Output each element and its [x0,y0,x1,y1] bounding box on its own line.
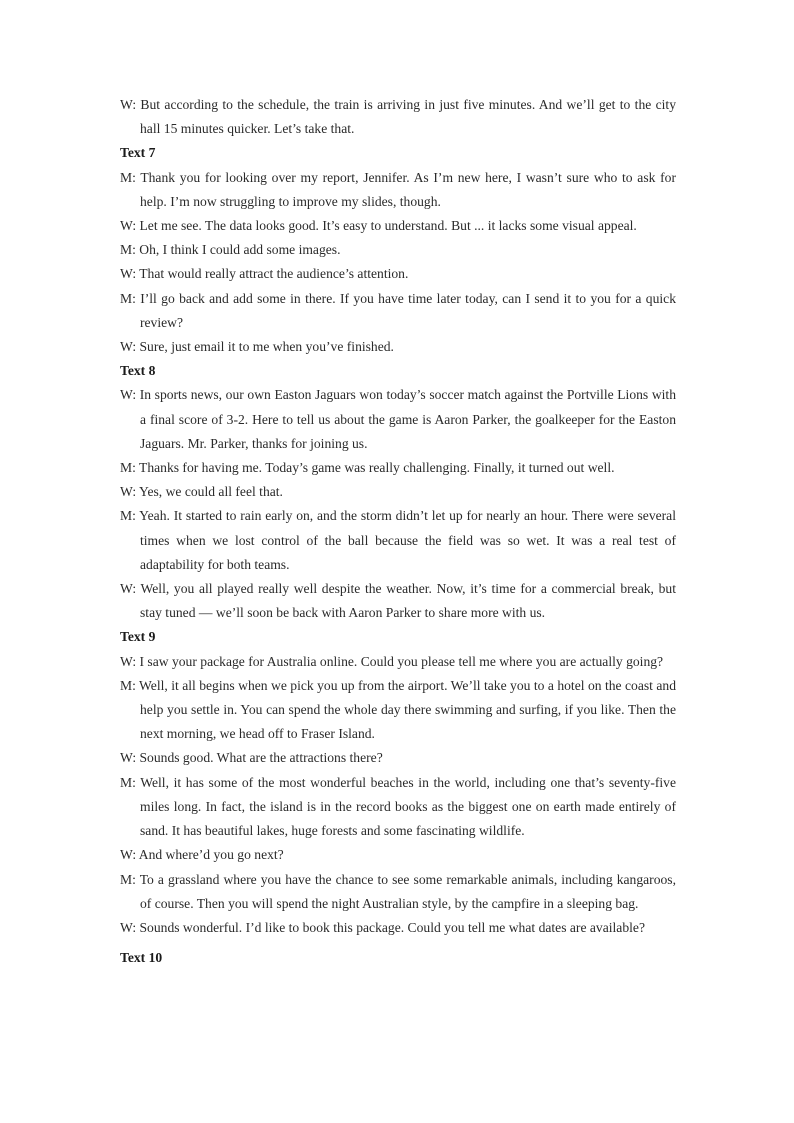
dialogue-line: W: Sounds good. What are the attractions there? [120,750,383,766]
dialogue-line: W: That would really attract the audience’s attention. [120,266,409,282]
dialogue-line: M: Well, it has some of the most wonderful beaches in the world, including one that’s seventy-five miles long. In fact, the island is in the record books as the biggest one on earth made entirely of sand. It has beautiful lakes, huge forests and some fascinating wildlife. [120,774,676,839]
section-heading: Text 10 [120,950,163,966]
dialogue-line: M: Well, it all begins when we pick you up from the airport. We’ll take you to a hotel on the coast and help you settle in. You can spend the whole day there swimming and surfing, if you like. Then the next morning, we head off to Fraser Island. [120,677,676,742]
dialogue-line: W: And where’d you go next? [120,847,284,863]
dialogue-line: M: To a grassland where you have the chance to see some remarkable animals, including kangaroos, of course. Then you will spend the night Australian style, by the campfire in a sleeping bag. [120,871,676,911]
dialogue-line: W: I saw your package for Australia online. Could you please tell me where you are actually going? [120,653,664,669]
transcript-page [120,93,676,970]
dialogue-line: M: Yeah. It started to rain early on, and the storm didn’t let up for nearly an hour. There were several times when we lost control of the ball because the field was so wet. It was a real test of adaptability for both teams. [120,508,676,572]
section-heading: Text 8 [120,363,156,379]
dialogue-line: W: Yes, we could all feel that. [120,484,283,500]
dialogue-line: W: In sports news, our own Easton Jaguars won today’s soccer match against the Portville Lions with a final score of 3-2. Here to tell us about the game is Aaron Parker, the goalkeeper for the Easton Jaguars. Mr. Parker, thanks for joining us. [120,387,676,451]
section-heading: Text 9 [120,629,156,645]
dialogue-line: W: Sure, just email it to me when you’ve finished. [120,339,394,355]
dialogue-line: M: I’ll go back and add some in there. If you have time later today, can I send it to you for a quick review? [120,290,676,330]
dialogue-line: M: Thanks for having me. Today’s game was really challenging. Finally, it turned out well. [120,460,615,476]
dialogue-line: M: Oh, I think I could add some images. [120,242,341,258]
dialogue-line: M: Thank you for looking over my report, Jennifer. As I’m new here, I wasn’t sure who to ask for help. I’m now struggling to improve my slides, though. [120,169,676,209]
dialogue-line: W: Sounds wonderful. I’d like to book this package. Could you tell me what dates are available? [120,919,645,935]
dialogue-line: W: Well, you all played really well despite the weather. Now, it’s time for a commercial break, but stay tuned — we’ll soon be back with Aaron Parker to share more with us. [120,581,676,621]
dialogue-line: W: But according to the schedule, the train is arriving in just five minutes. And we’ll get to the city hall 15 minutes quicker. Let’s take that. [120,97,676,137]
dialogue-line: W: Let me see. The data looks good. It’s easy to understand. But ... it lacks some visual appeal. [120,218,637,234]
section-heading: Text 7 [120,145,156,161]
